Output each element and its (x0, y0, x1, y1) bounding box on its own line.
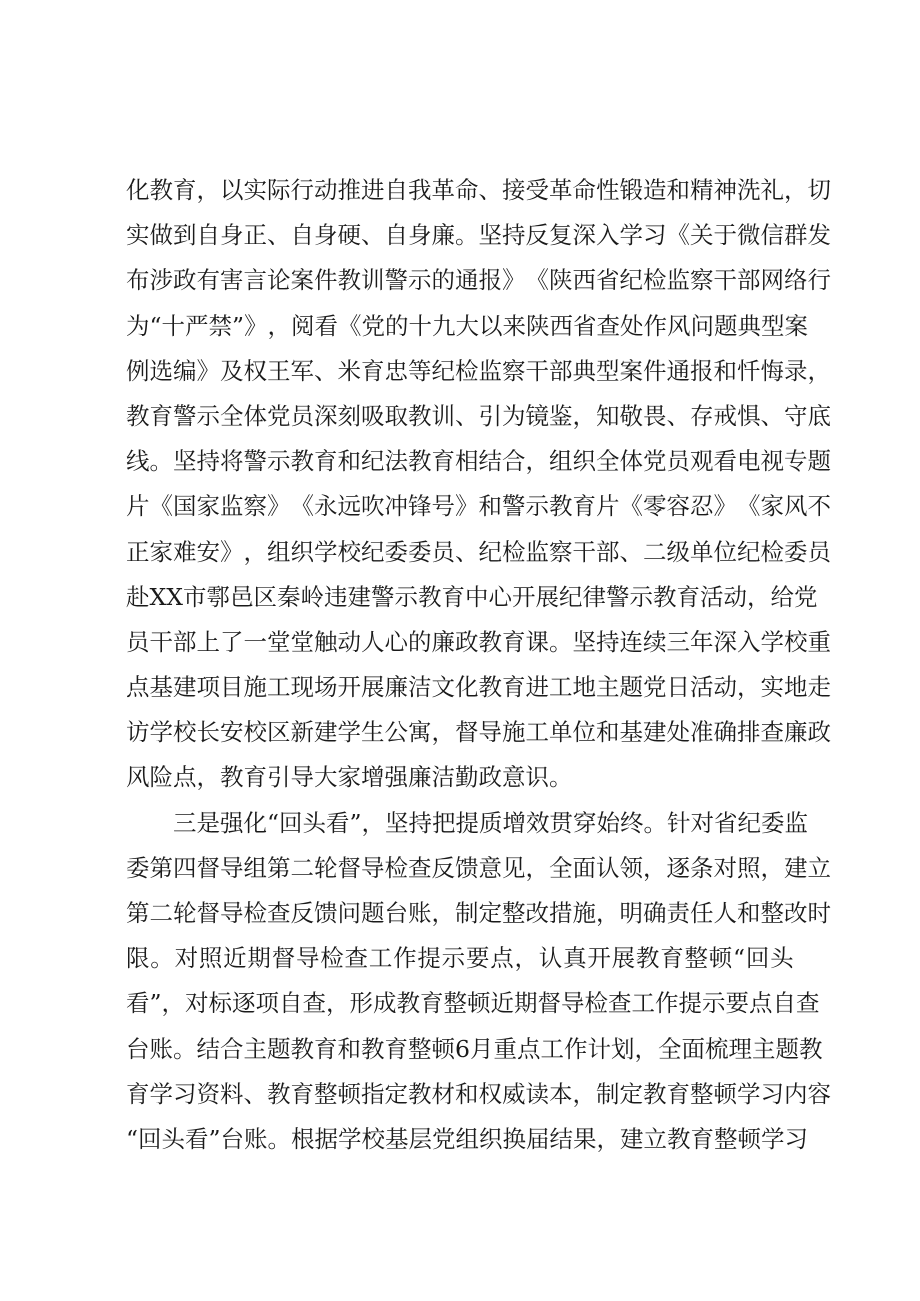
text-line: 三 是 强 化 “ 回 头 看 ” ， 坚 持 把 提 质 增 效 贯 穿 始 终 。 针 对 省 纪 委 监 (173, 808, 809, 837)
text-line: 化 教 育 ， 以 实 际 行 动 推 进 自 我 革 命 、 接 受 革 命 性 锻 造 和 精 神 洗 礼 ， 切 (126, 176, 831, 204)
text-line: 风险点，教育引导大家增强廉洁勤政意识。 (126, 763, 573, 792)
text-line: 赴 XX 市 鄠 邑 区 秦 岭 违 建 警 示 教 育 中 心 开 展 纪 律 警 示 教 育 活 动 ， 给 党 (126, 582, 818, 611)
text-line: 实 做 到 自 身 正 、 自 身 硬 、 自 身 廉 。 坚 持 反 复 深 入 学 习 《 关 于 微 信 群 发 (126, 221, 831, 250)
text-line: 正 家 难 安 》 ， 组 织 学 校 纪 委 委 员 、 纪 检 监 察 干 部 、 二 级 单 位 纪 检 委 员 (126, 537, 831, 566)
text-line: 为 “ 十 严 禁 ” 》 ， 阅 看 《 党 的 十 九 大 以 来 陕 西 省 查 处 作 风 问 题 典 型 案 (126, 311, 809, 340)
text-line: 委 第 四 督 导 组 第 二 轮 督 导 检 查 反 馈 意 见 ， 全 面 认 领 ， 逐 条 对 照 ， 建 立 (126, 853, 831, 882)
text-line: 片 《 国 家 监 察 》 《 永 远 吹 冲 锋 号 》 和 警 示 教 育 片 《 零 容 忍 》 《 家 风 不 (126, 492, 831, 521)
text-line: 线 。 坚 持 将 警 示 教 育 和 纪 法 教 育 相 结 合 ， 组 织 全 体 党 员 观 看 电 视 专 题 (126, 447, 831, 476)
text-line: 员 干 部 上 了 一 堂 堂 触 动 人 心 的 廉 政 教 育 课 。 坚 持 连 续 三 年 深 入 学 校 重 (126, 627, 831, 656)
text-line: 访 学 校 长 安 校 区 新 建 学 生 公 寓 ， 督 导 施 工 单 位 和 基 建 处 准 确 排 查 廉 政 (126, 718, 831, 747)
text-line: 点 基 建 项 目 施 工 现 场 开 展 廉 洁 文 化 教 育 进 工 地 主 题 党 日 活 动 ， 实 地 走 (126, 673, 831, 702)
text-line: 教 育 警 示 全 体 党 员 深 刻 吸 取 教 训 、 引 为 镜 鉴 ， 知 敬 畏 、 存 戒 惧 、 守 底 (126, 401, 831, 430)
text-line: 看 ” ， 对 标 逐 项 自 查 ， 形 成 教 育 整 顿 近 期 督 导 检 查 工 作 提 示 要 点 自 查 (126, 989, 820, 1018)
text-line: 限 。 对 照 近 期 督 导 检 查 工 作 提 示 要 点 ， 认 真 开 展 教 育 整 顿 “ 回 头 (126, 944, 794, 973)
document-body (126, 168, 831, 1162)
text-line: 育 学 习 资 料 、 教 育 整 顿 指 定 教 材 和 权 威 读 本 ， 制 定 教 育 整 顿 学 习 内 容 (126, 1079, 831, 1108)
text-line: 布 涉 政 有 害 言 论 案 件 教 训 警 示 的 通 报 》 《 陕 西 省 纪 检 监 察 干 部 网 络 行 (126, 266, 831, 295)
text-line: “ 回 头 看 ” 台 账 。 根 据 学 校 基 层 党 组 织 换 届 结 果 ， 建 立 教 育 整 顿 学 习 (126, 1124, 809, 1153)
text-line: 第 二 轮 督 导 检 查 反 馈 问 题 台 账 ， 制 定 整 改 措 施 ， 明 确 责 任 人 和 整 改 时 (126, 899, 831, 927)
text-line: 例 选 编 》 及 权 王 军 、 米 育 忠 等 纪 检 监 察 干 部 典 型 案 件 通 报 和 忏 悔 录 ， (126, 356, 831, 385)
text-line: 台 账 。 结 合 主 题 教 育 和 教 育 整 顿 6 月 重 点 工 作 计 划 ， 全 面 梳 理 主 题 教 (126, 1034, 823, 1063)
